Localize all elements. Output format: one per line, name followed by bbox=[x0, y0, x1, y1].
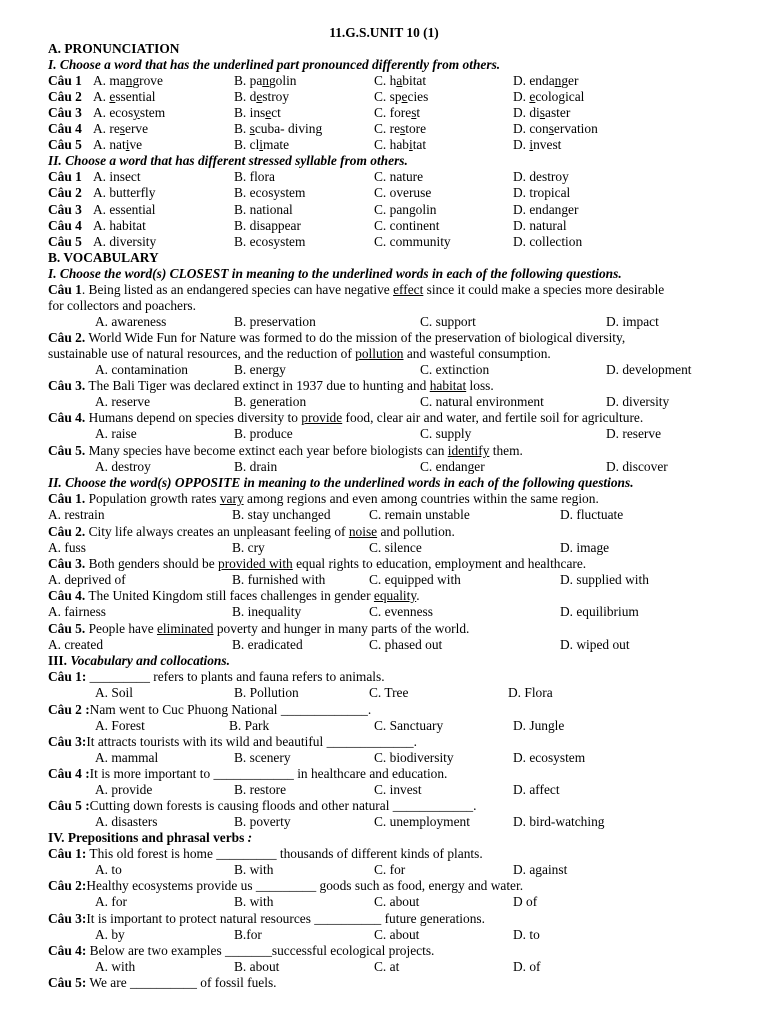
answer-option: C. community bbox=[374, 234, 451, 249]
answer-options bbox=[48, 685, 748, 701]
answer-option: C. evenness bbox=[369, 604, 433, 619]
answer-option: A. disasters bbox=[95, 814, 158, 829]
question-number: Câu 2: bbox=[48, 878, 87, 893]
answer-option: D of bbox=[513, 894, 538, 909]
answer-option: D. natural bbox=[513, 218, 567, 233]
question-number: Câu 3 bbox=[48, 105, 82, 120]
answer-option: D. destroy bbox=[513, 169, 569, 184]
question-number: Câu 3 bbox=[48, 202, 82, 217]
answer-option: B. generation bbox=[234, 394, 307, 409]
answer-option: B. with bbox=[234, 894, 274, 909]
answer-option: D. disaster bbox=[513, 105, 571, 120]
question-row bbox=[48, 185, 748, 201]
answer-options bbox=[48, 314, 748, 330]
answer-option: D. reserve bbox=[606, 426, 662, 441]
b1-instruction: I. Choose the word(s) CLOSEST in meaning to the underlined words in each of the following questions. bbox=[48, 266, 622, 281]
question-number: Câu 1 bbox=[48, 169, 82, 184]
answer-option: A. fairness bbox=[48, 604, 107, 619]
answer-option: B.for bbox=[234, 927, 262, 942]
answer-option: D. impact bbox=[606, 314, 659, 329]
answer-options bbox=[48, 814, 748, 830]
question-number: Câu 5. bbox=[48, 621, 86, 636]
question-stem: Câu 3. Both genders should be provided with equal rights to education, employment and healthcare. bbox=[48, 556, 587, 571]
answer-option: C. support bbox=[420, 314, 476, 329]
question-stem: Câu 1. Population growth rates vary among regions and even among countries within the same region. bbox=[48, 491, 599, 506]
answer-option: C. supply bbox=[420, 426, 472, 441]
answer-option: C. endanger bbox=[420, 459, 485, 474]
answer-option: A. raise bbox=[95, 426, 137, 441]
answer-option: D. of bbox=[513, 959, 541, 974]
answer-options bbox=[48, 637, 748, 653]
question-stem-continued: sustainable use of natural resources, and the reduction of pollution and wasteful consumption. bbox=[48, 346, 551, 361]
answer-options bbox=[48, 750, 748, 766]
answer-option: A. destroy bbox=[95, 459, 151, 474]
answer-option: A. diversity bbox=[93, 234, 157, 249]
answer-option: D. conservation bbox=[513, 121, 598, 136]
answer-options bbox=[48, 959, 748, 975]
answer-option: A. awareness bbox=[95, 314, 167, 329]
answer-option: B. restore bbox=[234, 782, 287, 797]
answer-options bbox=[48, 927, 748, 943]
b4-heading: IV. Prepositions and phrasal verbs : bbox=[48, 830, 253, 845]
answer-option: A. fuss bbox=[48, 540, 86, 555]
question-number: Câu 4. bbox=[48, 588, 86, 603]
answer-option: B. produce bbox=[234, 426, 293, 441]
answer-option: B. drain bbox=[234, 459, 278, 474]
answer-option: C. continent bbox=[374, 218, 440, 233]
answer-options bbox=[48, 572, 748, 588]
answer-option: A. restrain bbox=[48, 507, 105, 522]
answer-option: A. by bbox=[95, 927, 125, 942]
question-stem: Câu 2 :Nam went to Cuc Phuong National _____________. bbox=[48, 702, 372, 717]
question-number: Câu 1: bbox=[48, 669, 87, 684]
section-b-heading: B. VOCABULARY bbox=[48, 250, 159, 265]
answer-option: C. extinction bbox=[420, 362, 490, 377]
answer-option: C. phased out bbox=[369, 637, 443, 652]
answer-option: C. at bbox=[374, 959, 400, 974]
answer-option: C. species bbox=[374, 89, 429, 104]
a2-instruction: II. Choose a word that has different stressed syllable from others. bbox=[48, 153, 408, 168]
answer-options bbox=[48, 507, 748, 523]
answer-option: D. wiped out bbox=[560, 637, 630, 652]
answer-option: D. endanger bbox=[513, 73, 579, 88]
question-stem: Câu 1: _________ refers to plants and fauna refers to animals. bbox=[48, 669, 385, 684]
question-number: Câu 2. bbox=[48, 524, 86, 539]
question-stem: Câu 1: This old forest is home _________ thousands of different kinds of plants. bbox=[48, 846, 483, 861]
answer-option: C. Tree bbox=[369, 685, 409, 700]
question-stem: Câu 5. Many species have become extinct each year before biologists can identify them. bbox=[48, 443, 523, 458]
answer-option: B. ecosystem bbox=[234, 234, 306, 249]
answer-option: D. ecosystem bbox=[513, 750, 586, 765]
answer-option: D. development bbox=[606, 362, 692, 377]
answer-option: D. collection bbox=[513, 234, 583, 249]
question-number: Câu 4 bbox=[48, 218, 82, 233]
answer-option: C. about bbox=[374, 894, 420, 909]
question-stem: Câu 3:It attracts tourists with its wild and beautiful _____________. bbox=[48, 734, 417, 749]
answer-option: C. nature bbox=[374, 169, 424, 184]
answer-option: B. scuba- diving bbox=[234, 121, 323, 136]
question-stem: Câu 2:Healthy ecosystems provide us _________ goods such as food, energy and water. bbox=[48, 878, 524, 893]
answer-options bbox=[48, 540, 748, 556]
question-number: Câu 5: bbox=[48, 975, 87, 990]
answer-option: D. discover bbox=[606, 459, 668, 474]
question-stem-continued: for collectors and poachers. bbox=[48, 298, 196, 313]
answer-option: C. biodiversity bbox=[374, 750, 454, 765]
answer-option: A. Soil bbox=[95, 685, 133, 700]
answer-option: C. for bbox=[374, 862, 406, 877]
question-stem: Câu 1. Being listed as an endangered species can have negative effect since it could make a species more desirable bbox=[48, 282, 665, 297]
question-stem: Câu 2. City life always creates an unpleasant feeling of noise and pollution. bbox=[48, 524, 455, 539]
answer-option: D. tropical bbox=[513, 185, 571, 200]
answer-options bbox=[48, 426, 748, 442]
question-row bbox=[48, 234, 748, 250]
answer-options bbox=[48, 394, 748, 410]
answer-option: C. forest bbox=[374, 105, 421, 120]
answer-option: A. native bbox=[93, 137, 143, 152]
answer-option: A. butterfly bbox=[93, 185, 156, 200]
a1-instruction: I. Choose a word that has the underlined part pronounced differently from others. bbox=[48, 57, 501, 72]
answer-option: B. energy bbox=[234, 362, 286, 377]
page-title: 11.G.S.UNIT 10 (1) bbox=[329, 25, 439, 40]
answer-option: B. scenery bbox=[234, 750, 291, 765]
answer-option: C. about bbox=[374, 927, 420, 942]
answer-option: B. climate bbox=[234, 137, 290, 152]
question-row bbox=[48, 89, 748, 105]
answer-option: B. disappear bbox=[234, 218, 301, 233]
answer-option: C. invest bbox=[374, 782, 422, 797]
question-stem: Câu 2. World Wide Fun for Nature was formed to do the mission of the preservation of biological diversity, bbox=[48, 330, 626, 345]
section-a-heading: A. PRONUNCIATION bbox=[48, 41, 180, 56]
answer-options bbox=[48, 862, 748, 878]
answer-option: D. bird-watching bbox=[513, 814, 605, 829]
question-number: Câu 5 bbox=[48, 137, 82, 152]
question-row bbox=[48, 121, 748, 137]
answer-option: D. equilibrium bbox=[560, 604, 639, 619]
answer-option: A. provide bbox=[95, 782, 153, 797]
answer-option: C. restore bbox=[374, 121, 427, 136]
answer-option: B. with bbox=[234, 862, 274, 877]
question-stem: Câu 5 :Cutting down forests is causing floods and other natural ____________. bbox=[48, 798, 477, 813]
answer-option: D. diversity bbox=[606, 394, 670, 409]
answer-option: D. supplied with bbox=[560, 572, 649, 587]
answer-option: A. created bbox=[48, 637, 104, 652]
answer-option: B. Pollution bbox=[234, 685, 299, 700]
answer-option: D. endanger bbox=[513, 202, 579, 217]
answer-option: B. insect bbox=[234, 105, 281, 120]
question-stem: Câu 5. People have eliminated poverty and hunger in many parts of the world. bbox=[48, 621, 470, 636]
question-number: Câu 2 : bbox=[48, 702, 90, 717]
question-number: Câu 2 bbox=[48, 185, 82, 200]
answer-option: A. ecosystem bbox=[93, 105, 166, 120]
answer-option: C. habitat bbox=[374, 137, 427, 152]
answer-option: B. about bbox=[234, 959, 280, 974]
b3-heading: III. Vocabulary and collocations. bbox=[48, 653, 230, 668]
answer-option: D. ecological bbox=[513, 89, 585, 104]
question-number: Câu 5 : bbox=[48, 798, 90, 813]
question-row bbox=[48, 169, 748, 185]
answer-option: C. equipped with bbox=[369, 572, 461, 587]
answer-option: C. silence bbox=[369, 540, 422, 555]
answer-option: A. essential bbox=[93, 89, 156, 104]
answer-option: A. reserve bbox=[95, 394, 151, 409]
question-number: Câu 1. bbox=[48, 491, 86, 506]
answer-options bbox=[48, 604, 748, 620]
answer-option: B. inequality bbox=[232, 604, 302, 619]
answer-option: C. unemployment bbox=[374, 814, 470, 829]
b2-instruction: II. Choose the word(s) OPPOSITE in meaning to the underlined words in each of the following questions. bbox=[48, 475, 634, 490]
question-row bbox=[48, 137, 748, 153]
answer-option: D. fluctuate bbox=[560, 507, 624, 522]
question-number: Câu 3: bbox=[48, 734, 87, 749]
answer-option: A. insect bbox=[93, 169, 141, 184]
question-number: Câu 5 bbox=[48, 234, 82, 249]
question-number: Câu 2 bbox=[48, 89, 82, 104]
question-stem: Câu 5: We are __________ of fossil fuels. bbox=[48, 975, 277, 990]
answer-option: B. destroy bbox=[234, 89, 290, 104]
answer-options bbox=[48, 362, 748, 378]
question-number: Câu 4 bbox=[48, 121, 82, 136]
question-number: Câu 4 : bbox=[48, 766, 90, 781]
question-row bbox=[48, 73, 748, 89]
answer-option: B. national bbox=[234, 202, 293, 217]
answer-option: A. reserve bbox=[93, 121, 149, 136]
question-row bbox=[48, 218, 748, 234]
answer-option: A. deprived of bbox=[48, 572, 126, 587]
answer-option: A. mammal bbox=[95, 750, 159, 765]
answer-option: B. stay unchanged bbox=[232, 507, 331, 522]
answer-option: A. for bbox=[95, 894, 127, 909]
answer-option: C. pangolin bbox=[374, 202, 437, 217]
answer-option: B. ecosystem bbox=[234, 185, 306, 200]
question-number: Câu 1: bbox=[48, 846, 87, 861]
answer-option: B. cry bbox=[232, 540, 265, 555]
answer-option: A. to bbox=[95, 862, 122, 877]
question-stem: Câu 4 :It is more important to ____________ in healthcare and education. bbox=[48, 766, 448, 781]
answer-option: A. mangrove bbox=[93, 73, 163, 88]
question-row bbox=[48, 105, 748, 121]
answer-option: D. image bbox=[560, 540, 610, 555]
answer-option: D. to bbox=[513, 927, 540, 942]
answer-option: B. flora bbox=[234, 169, 275, 184]
answer-option: D. Flora bbox=[508, 685, 553, 700]
question-stem: Câu 4. Humans depend on species diversity to provide food, clear air and water, and fertile soil for agriculture. bbox=[48, 410, 644, 425]
answer-option: D. affect bbox=[513, 782, 560, 797]
question-number: Câu 1 bbox=[48, 73, 82, 88]
question-row bbox=[48, 202, 748, 218]
answer-option: C. Sanctuary bbox=[374, 718, 444, 733]
answer-options bbox=[48, 459, 748, 475]
answer-option: C. habitat bbox=[374, 73, 427, 88]
answer-option: C. overuse bbox=[374, 185, 432, 200]
answer-options bbox=[48, 718, 748, 734]
answer-option: D. against bbox=[513, 862, 568, 877]
question-stem: Câu 3. The Bali Tiger was declared extinct in 1937 due to hunting and habitat loss. bbox=[48, 378, 494, 393]
answer-option: C. remain unstable bbox=[369, 507, 470, 522]
question-stem: Câu 3:It is important to protect natural resources __________ future generations. bbox=[48, 911, 485, 926]
answer-option: A. habitat bbox=[93, 218, 146, 233]
question-number: Câu 3: bbox=[48, 911, 87, 926]
answer-option: B. poverty bbox=[234, 814, 291, 829]
answer-option: A. Forest bbox=[95, 718, 145, 733]
question-number: Câu 4: bbox=[48, 943, 87, 958]
answer-option: B. Park bbox=[229, 718, 270, 733]
answer-option: D. Jungle bbox=[513, 718, 565, 733]
answer-option: D. invest bbox=[513, 137, 562, 152]
answer-option: B. furnished with bbox=[232, 572, 326, 587]
question-stem: Câu 4. The United Kingdom still faces challenges in gender equality. bbox=[48, 588, 420, 603]
answer-option: B. eradicated bbox=[232, 637, 303, 652]
answer-option: A. essential bbox=[93, 202, 156, 217]
answer-option: B. preservation bbox=[234, 314, 316, 329]
question-stem: Câu 4: Below are two examples _______successful ecological projects. bbox=[48, 943, 435, 958]
answer-options bbox=[48, 782, 748, 798]
question-number: Câu 3. bbox=[48, 556, 86, 571]
answer-option: A. contamination bbox=[95, 362, 188, 377]
answer-option: B. pangolin bbox=[234, 73, 297, 88]
answer-options bbox=[48, 894, 748, 910]
answer-option: A. with bbox=[95, 959, 136, 974]
answer-option: C. natural environment bbox=[420, 394, 544, 409]
